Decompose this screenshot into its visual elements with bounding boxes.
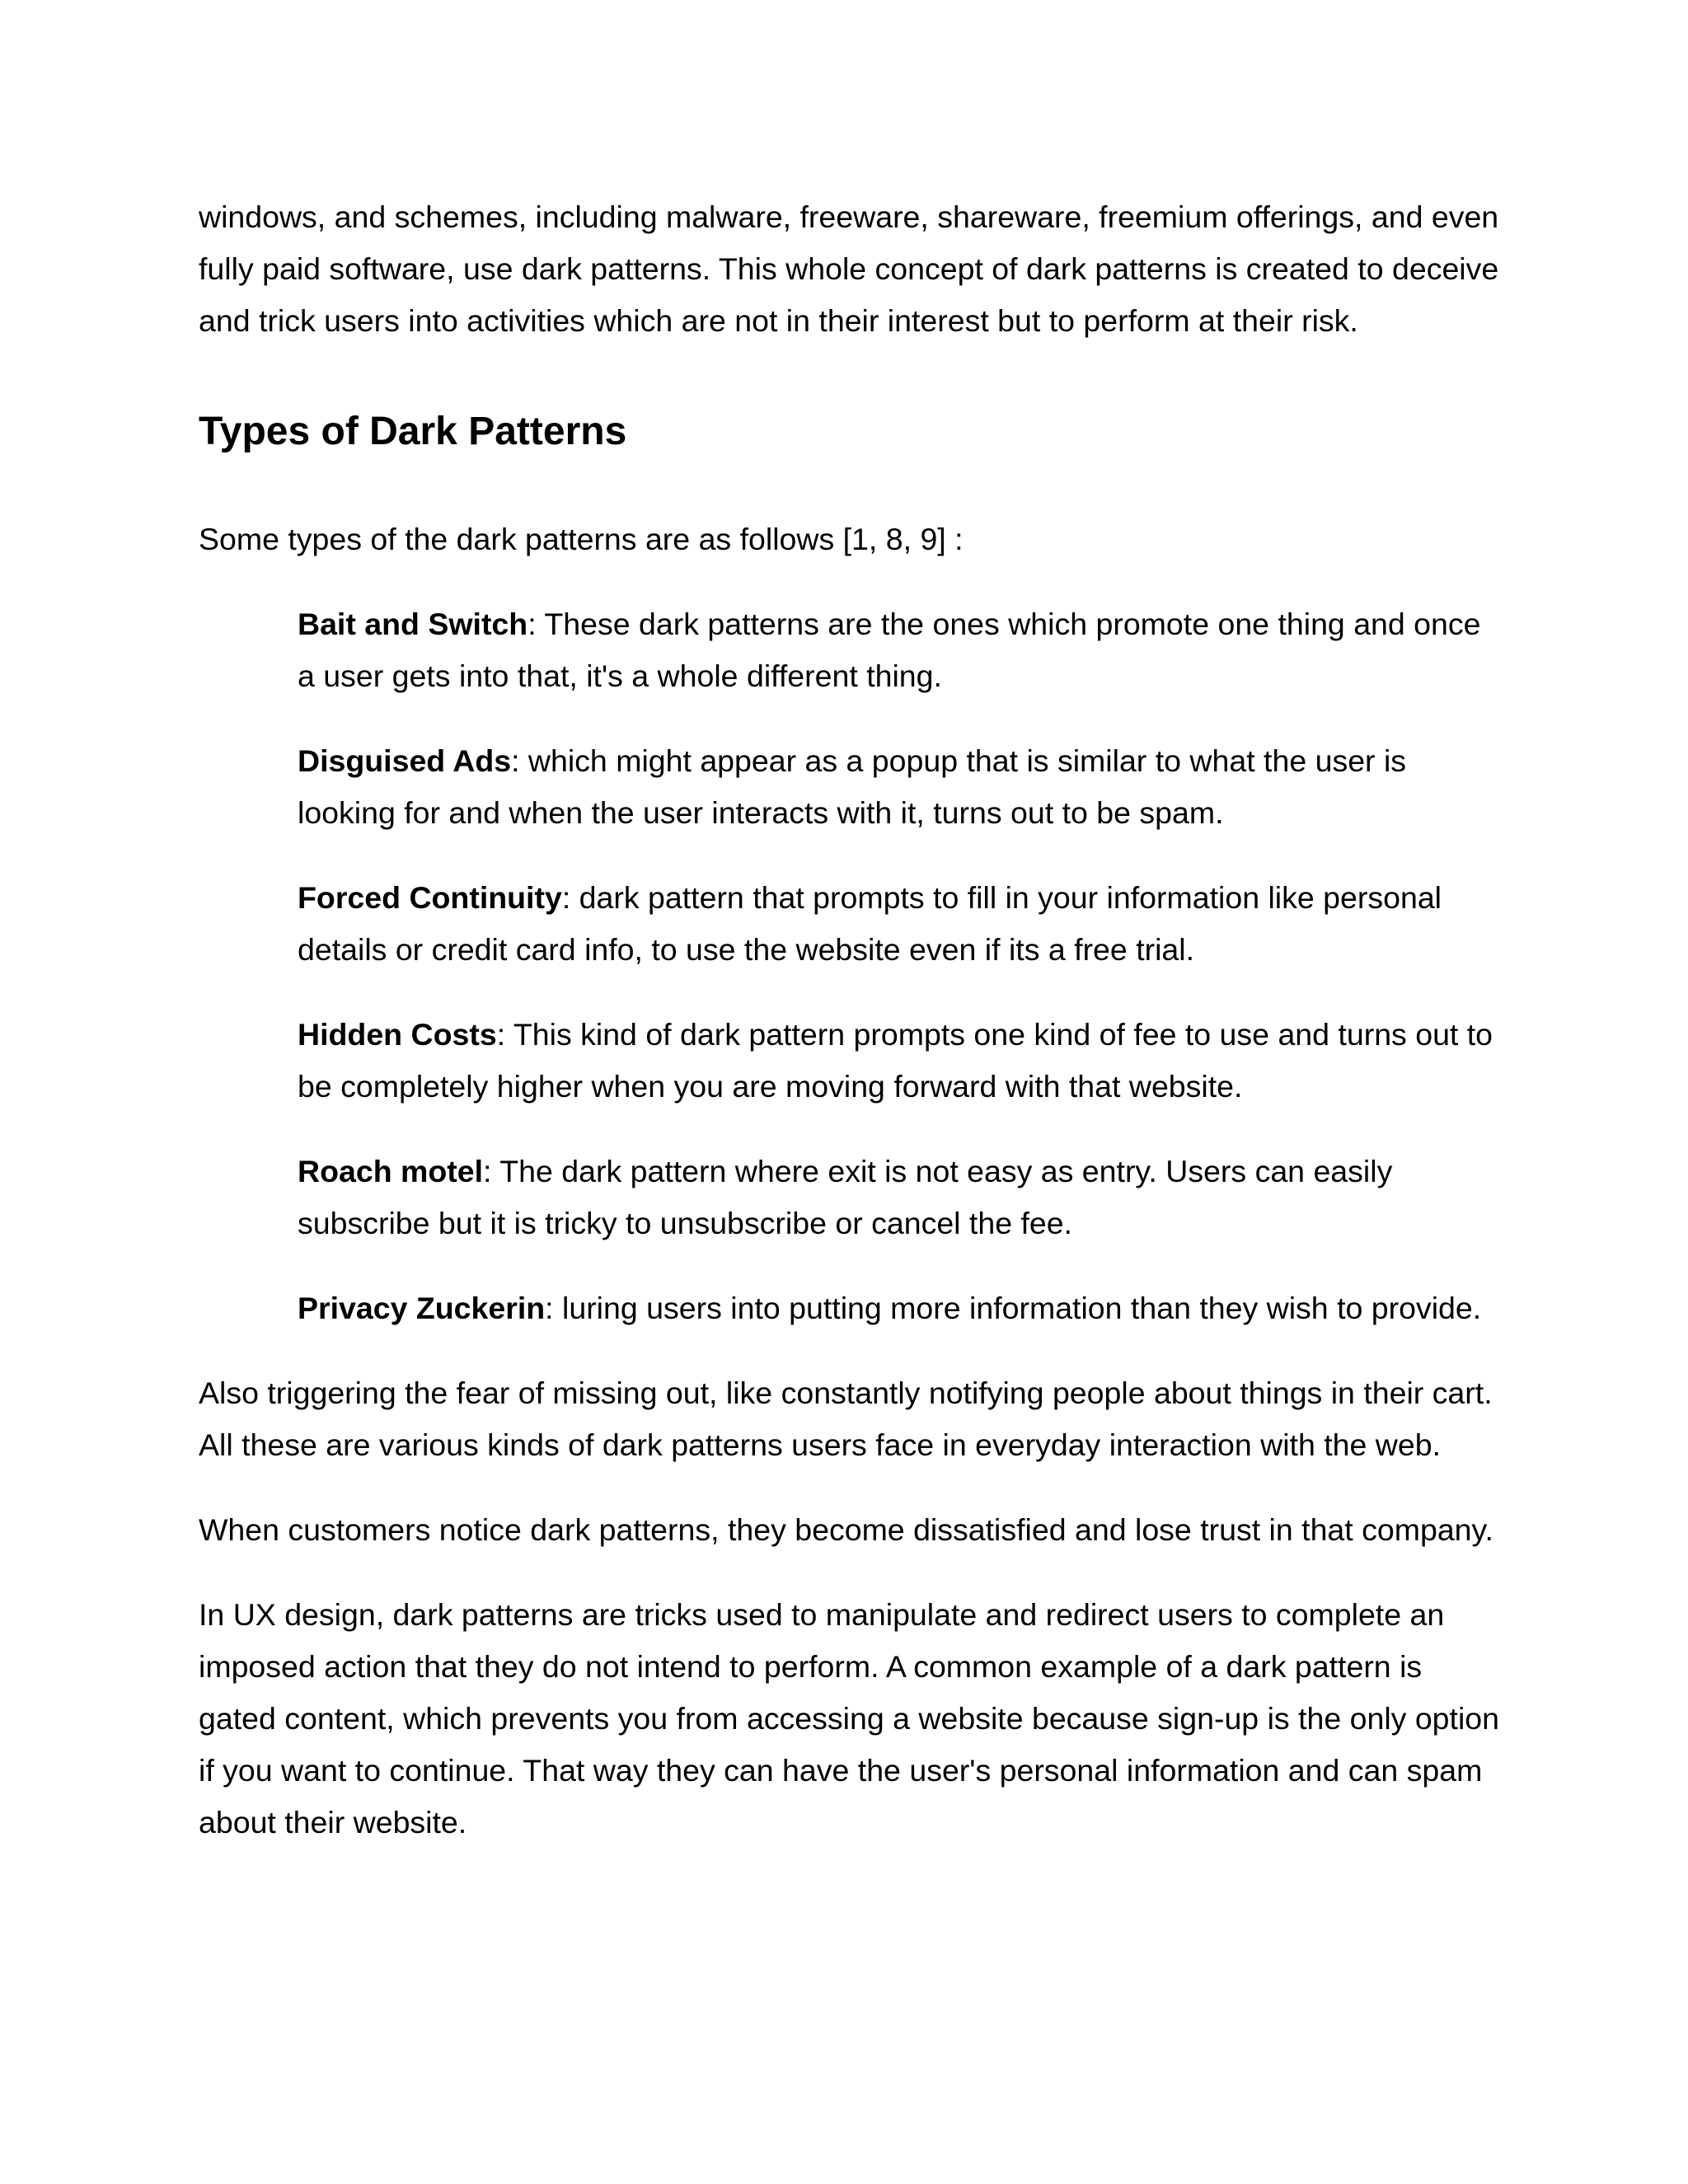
list-item-term: Disguised Ads bbox=[298, 743, 512, 778]
paragraph-intro: Some types of the dark patterns are as follows [1, 8, 9] : bbox=[199, 522, 964, 556]
list-item-disguised-ads bbox=[298, 735, 1501, 839]
list-item-text: : dark pattern that prompts to fill in your information like personal details or credit card info, to use the website even if its a free trial. bbox=[298, 880, 1442, 967]
paragraph-trust: When customers notice dark patterns, they become dissatisfied and lose trust in that company. bbox=[199, 1512, 1493, 1547]
list-item-bait-and-switch bbox=[298, 598, 1501, 702]
list-item-term: Privacy Zuckerin bbox=[298, 1291, 546, 1325]
list-item-term: Forced Continuity bbox=[298, 880, 562, 915]
list-item-hidden-costs bbox=[298, 1009, 1501, 1113]
list-item-text: : which might appear as a popup that is similar to what the user is looking for and when the user interacts with it, turns out to be spam. bbox=[298, 743, 1407, 830]
list-item-privacy-zuckerin bbox=[298, 1282, 1501, 1334]
list-item-term: Roach motel bbox=[298, 1154, 484, 1188]
paragraph-continuation: windows, and schemes, including malware, freeware, shareware, freemium offerings, and even fully paid software, use dark patterns. This whole concept of dark patterns is created to deceive and trick users into activities which are not in their interest but to perform at their risk. bbox=[199, 199, 1499, 338]
paragraph-ux-design: In UX design, dark patterns are tricks used to manipulate and redirect users to complete an imposed action that they do not intend to perform. A common example of a dark pattern is gated content, which prevents you from accessing a website because sign-up is the only option if you want to continue. That way they can have the user's personal information and can spam about their website. bbox=[199, 1597, 1500, 1840]
document-page bbox=[199, 191, 1501, 1882]
list-item-text: : luring users into putting more information than they wish to provide. bbox=[545, 1291, 1482, 1325]
list-item-roach-motel bbox=[298, 1146, 1501, 1249]
list-item-term: Bait and Switch bbox=[298, 607, 528, 641]
dark-patterns-list bbox=[199, 598, 1501, 1334]
section-heading: Types of Dark Patterns bbox=[199, 410, 627, 453]
paragraph-fomo: Also triggering the fear of missing out, like constantly notifying people about things in their cart. All these are various kinds of dark patterns users face in everyday interaction with the web. bbox=[199, 1376, 1493, 1462]
list-item-text: : These dark patterns are the ones which promote one thing and once a user gets into that, it's a whole different thing. bbox=[298, 607, 1481, 693]
list-item-text: : This kind of dark pattern prompts one kind of fee to use and turns out to be completely higher when you are moving forward with that website. bbox=[298, 1017, 1493, 1104]
list-item-forced-continuity bbox=[298, 872, 1501, 976]
list-item-term: Hidden Costs bbox=[298, 1017, 497, 1052]
list-item-text: : The dark pattern where exit is not easy as entry. Users can easily subscribe but it is tricky to unsubscribe or cancel the fee. bbox=[298, 1154, 1393, 1240]
